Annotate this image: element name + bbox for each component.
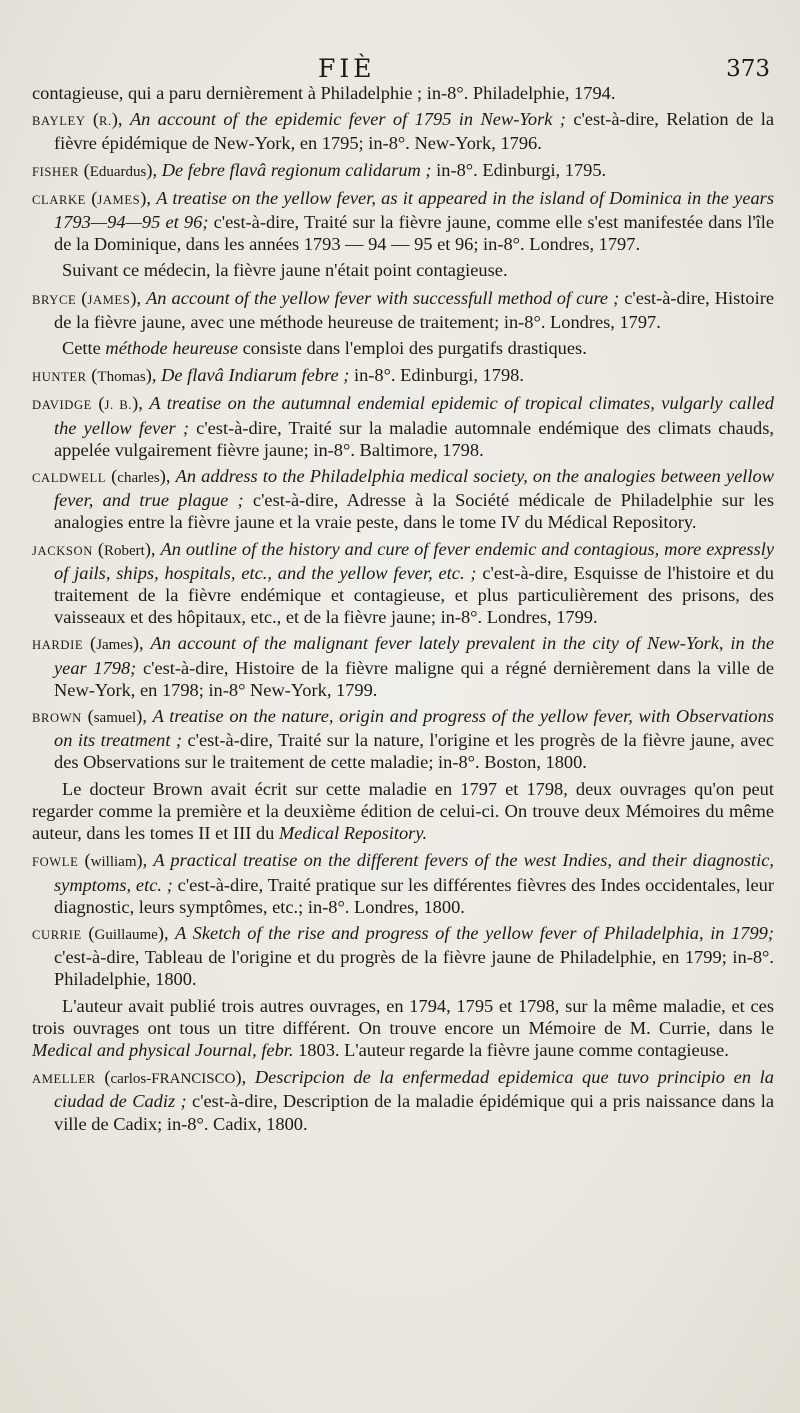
entry-forename: Guillaume bbox=[94, 926, 158, 943]
entry-title: An account of the epidemic fever of 1795 in New-York ; bbox=[129, 109, 566, 130]
bibliography-entry: FOWLE (william), A practical treatise on the different fevers of the west Indies, and their diagnostic, symptoms, etc. ; c'est-à-dire, Traité pratique sur les différentes fièvres des Indes occidentales, leur diagnostic, leurs symptômes, etc.; in-8°. Londres, 1800. bbox=[32, 850, 774, 917]
entry-note: Suivant ce médecin, la fièvre jaune n'était point contagieuse. bbox=[62, 260, 508, 281]
entry-title: A treatise on the nature, origin and progress of the yellow fever, with Observations on its treatment ; bbox=[54, 706, 774, 751]
entry-title: An address to the Philadelphia medical society, on the analogies between yellow fever, and true plague ; bbox=[54, 466, 774, 511]
entry-forename: James bbox=[96, 637, 133, 654]
entry-title: De flavâ Indiarum febre ; bbox=[161, 365, 350, 386]
entry-title: A practical treatise on the different fevers of the west Indies, and their diagnostic, symptoms, etc. ; bbox=[54, 850, 774, 895]
entry-description: c'est-à-dire, Description de la maladie épidémique qui a pris naissance dans la ville de Cadix; in-8°. Cadix, 1800. bbox=[54, 1091, 774, 1134]
entry-author: AMELLER bbox=[32, 1072, 96, 1087]
entry-forename: Eduardus bbox=[89, 163, 147, 180]
entry-description: c'est-à-dire, Tableau de l'origine et du progrès de la fièvre jaune de Philadelphie, en 1799; in-8°. Philadelphie, 1800. bbox=[54, 947, 774, 990]
entry-forename: Thomas bbox=[97, 369, 146, 386]
entry-description: c'est-à-dire, Adresse à la Société médicale de Philadelphie sur les analogies entre la fièvre jaune et la vraie peste, dans le tome IV du Médical Repository. bbox=[54, 490, 775, 533]
bibliography-entry: FISHER (Eduardus), De febre flavâ regionum calidarum ; in-8°. Edinburgi, 1795. bbox=[32, 159, 607, 180]
entry-author: DAVIDGE bbox=[32, 398, 92, 413]
entry-title: A Sketch of the rise and progress of the yellow fever of Philadelphia, in 1799; bbox=[175, 922, 774, 943]
bibliography-text bbox=[32, 82, 774, 1139]
entry-forename: samuel bbox=[93, 710, 137, 727]
note-emphasis: Medical Repository. bbox=[278, 823, 428, 844]
bibliography-entry: BAYLEY (R.), An account of the epidemic fever of 1795 in New-York ; c'est-à-dire, Relation de la fièvre épidémique de New-York, en 1795; in-8°. New-York, 1796. bbox=[32, 109, 774, 154]
bibliography-entry: CURRIE (Guillaume), A Sketch of the rise and progress of the yellow fever of Philadelphia, in 1799; c'est-à-dire, Tableau de l'origine et du progrès de la fièvre jaune de Philadelphie, en 1799; in-8°. Philadelphie, 1800. bbox=[32, 922, 774, 990]
bibliography-entry: BRYCE (JAMES), An account of the yellow fever with successfull method of cure ; c'est-à-dire, Histoire de la fièvre jaune, avec une méthode heureuse de traitement; in-8°. Londres, 1797. bbox=[32, 287, 774, 332]
bibliography-entry: DAVIDGE (J. B.), A treatise on the autumnal endemial epidemic of tropical climates, vulgarly called the yellow fever ; c'est-à-dire, Traité sur la maladie automnale endémique des climats chauds, appelée vulgairement fièvre jaune; in-8°. Baltimore, 1798. bbox=[32, 393, 774, 460]
bibliography-entry: CLARKE (JAMES), A treatise on the yellow fever, as it appeared in the island of Dominica in the years 1793—94—95 et 96; c'est-à-dire, Traité sur la fièvre jaune, comme elle s'est manifestée dans l'île de la Dominique, dans les années 1793 — 94 — 95 et 96; in-8°. Londres, 1797. bbox=[32, 187, 775, 255]
entry-title: An account of the malignant fever lately prevalent in the city of New-York, in the year 1798; bbox=[54, 633, 774, 678]
bibliography-entry: HUNTER (Thomas), De flavâ Indiarum febre ; in-8°. Edinburgi, 1798. bbox=[32, 365, 524, 386]
entry-author: HARDIE bbox=[32, 638, 84, 653]
note-text: L'auteur avait publié trois autres ouvrages, en 1794, 1795 et 1798, sur la même maladie, et ces trois ouvrages ont tous un titre différent. On trouve encore un Mémoire de M. Currie, dans le bbox=[32, 995, 774, 1038]
note-text: Le docteur Brown avait écrit sur cette maladie en 1797 et 1798, deux ouvrages qu'on peut regarder comme la première et la deuxième édition de celui-ci. On trouve deux Mémoires du même auteur, dans les tomes II et III du bbox=[32, 778, 774, 844]
entry-title: A treatise on the autumnal endemial epidemic of tropical climates, vulgarly called the yellow fever ; bbox=[54, 393, 774, 438]
entry-title: An account of the yellow fever with successfull method of cure ; bbox=[146, 287, 620, 308]
entry-description: in-8°. Edinburgi, 1795. bbox=[431, 159, 607, 180]
entry-forename: JAMES bbox=[87, 292, 131, 307]
entry-description: c'est-à-dire, Traité sur la nature, l'origine et les progrès de la fièvre jaune, avec des Observations sur le traitement de cette maladie; in-8°. Boston, 1800. bbox=[54, 730, 774, 773]
entry-description: c'est-à-dire, Histoire de la fièvre maligne qui a régné dernièrement dans la ville de New-York, en 1798; in-8° New-York, 1799. bbox=[54, 657, 774, 700]
bibliography-entry: JACKSON (Robert), An outline of the history and cure of fever endemic and contagious, more expressly of jails, ships, hospitals, etc., and the yellow fever, etc. ; c'est-à-dire, Esquisse de l'histoire et du traitement de la fièvre endémique et contagieuse, et plus particulièrement des prisons, des vaisseaux et des hôpitaux, etc., et de la fièvre jaune; in-8°. Londres, 1799. bbox=[32, 538, 774, 628]
entry-author: FISHER bbox=[32, 164, 79, 179]
entry-title: A treatise on the yellow fever, as it appeared in the island of Dominica in the years 1793—94—95 et 96; bbox=[54, 187, 774, 233]
running-head-title: FIÈ bbox=[318, 54, 376, 83]
entry-author: CURRIE bbox=[32, 927, 82, 942]
running-head bbox=[0, 50, 800, 86]
bibliography-entry: CALDWELL (charles), An address to the Philadelphia medical society, on the analogies between yellow fever, and true plague ; c'est-à-dire, Adresse à la Société médicale de Philadelphie sur les analogies entre la fièvre jaune et la vraie peste, dans le tome IV du Médical Repository. bbox=[32, 466, 775, 533]
note-text: consiste dans l'emploi des purgatifs drastiques. bbox=[238, 338, 587, 359]
entry-author: BROWN bbox=[32, 711, 82, 726]
entry-forename: william bbox=[90, 854, 137, 871]
entry-title: De febre flavâ regionum calidarum ; bbox=[161, 159, 432, 180]
entry-author: CALDWELL bbox=[32, 471, 107, 486]
entry-author: BRYCE bbox=[32, 292, 77, 307]
note-text: Cette bbox=[62, 338, 106, 359]
entry-author: JACKSON bbox=[32, 543, 93, 558]
entry-author: BAYLEY bbox=[32, 114, 86, 129]
entry-forename: J. B. bbox=[104, 398, 133, 413]
entry-forename: charles bbox=[117, 470, 160, 487]
entry-author: FOWLE bbox=[32, 855, 79, 870]
entry-description: c'est-à-dire, Relation de la fièvre épidémique de New-York, en 1795; in-8°. New-York, 1796. bbox=[54, 109, 774, 154]
entry-description: c'est-à-dire, Esquisse de l'histoire et du traitement de la fièvre endémique et contagieuse, et plus particulièrement des prisons, des vaisseaux et des hôpitaux, etc., et de la fièvre jaune; in-8°. Londres, 1799. bbox=[54, 562, 774, 628]
entry-note bbox=[32, 995, 774, 1062]
entry-title: Descripcion de la enfermedad epidemica que tuvo principio en la ciudad de Cadiz ; bbox=[54, 1067, 774, 1112]
entry-author: CLARKE bbox=[32, 192, 86, 207]
continued-entry: contagieuse, qui a paru dernièrement à Philadelphie ; in-8°. Philadelphie, 1794. bbox=[32, 83, 616, 103]
entry-note bbox=[32, 778, 774, 845]
entry-note bbox=[32, 337, 774, 359]
note-emphasis: méthode heureuse bbox=[105, 338, 239, 359]
bibliography-entry: AMELLER (carlos-FRANCISCO), Descripcion de la enfermedad epidemica que tuvo principio en la ciudad de Cadiz ; c'est-à-dire, Description de la maladie épidémique qui a pris naissance dans la ville de Cadix; in-8°. Cadix, 1800. bbox=[32, 1067, 774, 1134]
note-emphasis: Medical and physical Journal, febr. bbox=[32, 1039, 294, 1060]
entry-description: c'est-à-dire, Traité pratique sur les différentes fièvres des Indes occidentales, leur diagnostic, leurs symptômes, etc.; in-8°. Londres, 1800. bbox=[54, 874, 774, 917]
entry-forename: Robert bbox=[103, 542, 145, 559]
entry-description: c'est-à-dire, Traité sur la fièvre jaune, comme elle s'est manifestée dans l'île de la Dominique, dans les années 1793 — 94 — 95 et 96; in-8°. Londres, 1797. bbox=[54, 212, 775, 255]
entry-forename: carlos-FRANCISCO bbox=[110, 1071, 236, 1088]
entry-forename: R. bbox=[99, 114, 112, 129]
entry-description: in-8°. Edinburgi, 1798. bbox=[349, 365, 524, 386]
entry-description: c'est-à-dire, Traité sur la maladie automnale endémique des climats chauds, appelée vulgairement fièvre jaune; in-8°. Baltimore, 1798. bbox=[54, 417, 774, 460]
entry-forename: JAMES bbox=[97, 192, 141, 207]
note-text: 1803. L'auteur regarde la fièvre jaune comme contagieuse. bbox=[293, 1039, 729, 1060]
bibliography-entry: BROWN (samuel), A treatise on the nature, origin and progress of the yellow fever, with Observations on its treatment ; c'est-à-dire, Traité sur la nature, l'origine et les progrès de la fièvre jaune, avec des Observations sur le traitement de cette maladie; in-8°. Boston, 1800. bbox=[32, 706, 774, 773]
entry-title: An outline of the history and cure of fever endemic and contagious, more expressly of jails, ships, hospitals, etc., and the yellow fever, etc. ; bbox=[54, 538, 774, 583]
entry-description: c'est-à-dire, Histoire de la fièvre jaune, avec une méthode heureuse de traitement; in-8°. Londres, 1797. bbox=[54, 287, 774, 332]
entry-author: HUNTER bbox=[32, 370, 87, 385]
bibliography-entry: HARDIE (James), An account of the malignant fever lately prevalent in the city of New-York, in the year 1798; c'est-à-dire, Histoire de la fièvre maligne qui a régné dernièrement dans la ville de New-York, en 1798; in-8° New-York, 1799. bbox=[32, 633, 774, 700]
page-number: 373 bbox=[726, 56, 770, 82]
